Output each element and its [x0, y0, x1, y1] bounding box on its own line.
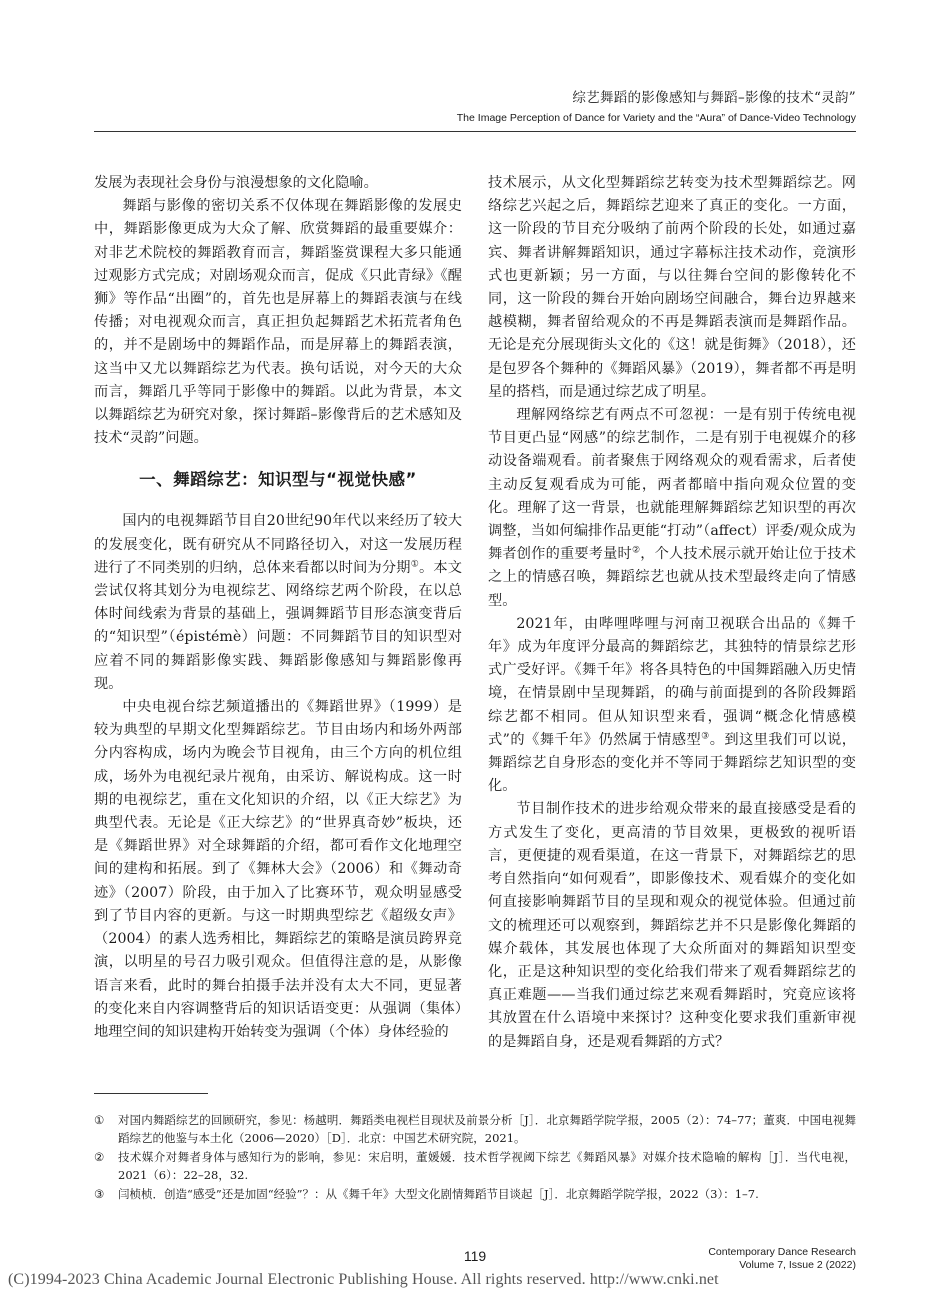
header-divider	[94, 131, 856, 132]
footnote-mark: ①	[94, 1113, 105, 1127]
paragraph	[488, 613, 856, 799]
journal-issue: Volume 7, Issue 2 (2022)	[739, 1259, 856, 1271]
text-run: 理解网络综艺有两点不可忽视：一是有别于传统电视节目更凸显“网感”的综艺制作，二是有别于电视媒介的移动设备端观看。前者聚焦于网络观众的观看需求，后者使主动反复观看成为可能，两者都暗中指向观众位置的变化。理解了这一背景，也就能理解舞蹈综艺知识型的再次调整，当如何编排作品更能“打动”（affect）评委/观众成为舞者创作的重要考量时	[488, 407, 856, 563]
paragraph: 技术展示，从文化型舞蹈综艺转变为技术型舞蹈综艺。网络综艺兴起之后，舞蹈综艺迎来了真正的变化。一方面，这一阶段的节目充分吸纳了前两个阶段的长处，如通过嘉宾、舞者讲解舞蹈知识，通过字幕标注技术动作，竞演形式也更新颖；另一方面，与以往舞台空间的影像转化不同，这一阶段的舞台开始向剧场空间融合，舞台边界越来越模糊，舞者留给观众的不再是舞蹈表演而是舞蹈作品。无论是充分展现街头文化的《这！就是街舞》（2018），还是包罗各个舞种的《舞蹈风暴》（2019），舞者都不再是明星的搭档，而是通过综艺成了明星。	[488, 175, 856, 400]
footnote-text: 闫桢桢．创造“感受”还是加固“经验”？：从《舞千年》大型文化剧情舞蹈节目谈起［J］．北京舞蹈学院学报，2022（3）：1–7.	[118, 1187, 759, 1201]
right-column	[488, 172, 856, 1054]
left-column	[94, 172, 462, 1044]
footnote-1	[94, 1112, 856, 1147]
footnotes	[94, 1112, 856, 1206]
text-run: 。到这里我们可以说，舞蹈综艺自身形态的变化并不等同于舞蹈综艺知识型的变化。	[488, 731, 856, 795]
paragraph: 中央电视台综艺频道播出的《舞蹈世界》（1999）是较为典型的早期文化型舞蹈综艺。节目由场内和场外两部分内容构成，场内为晚会节目视角，由三个方向的机位组成，场外为电视纪录片视角，由采访、解说构成。这一时期的电视综艺，重在文化知识的介绍，以《正大综艺》为典型代表。无论是《正大综艺》的“世界真奇妙”板块，还是《舞蹈世界》对全球舞蹈的介绍，都可看作文化地理空间的建构和拓展。到了《舞林大会》（2006）和《舞动奇迹》（2007）阶段，由于加入了比赛环节，观众明显感受到了节目内容的更新。与这一时期典型综艺《超级女声》（2004）的素人选秀相比，舞蹈综艺的策略是演员跨界竞演，以明星的号召力吸引观众。但值得注意的是，从影像语言来看，此时的舞台拍摄手法并没有太大不同，更显著的变化来自内容调整背后的知识话语变更：从强调（集体）地理空间的知识建构开始转变为强调（个体）身体经验的	[94, 699, 462, 1040]
paragraph	[488, 404, 856, 613]
journal-name: Contemporary Dance Research	[708, 1246, 856, 1258]
footnote-2	[94, 1149, 856, 1184]
paragraph: 发展为表现社会身份与浪漫想象的文化隐喻。	[94, 175, 378, 191]
header-title-en: The Image Perception of Dance for Variety and the “Aura” of Dance-Video Technology	[456, 112, 856, 124]
footnote-mark: ②	[94, 1150, 105, 1164]
footnote-3	[94, 1186, 856, 1204]
footnote-mark: ③	[94, 1187, 105, 1201]
footnote-text: 对国内舞蹈综艺的回顾研究，参见：杨越明．舞蹈类电视栏目现状及前景分析［J］．北京舞蹈学院学报，2005（2）：74–77；董爽．中国电视舞蹈综艺的他鉴与本土化（2006—2020）［D］．北京：中国艺术研究院，2021。	[118, 1113, 856, 1145]
paragraph: 节目制作技术的进步给观众带来的最直接感受是看的方式发生了变化，更高清的节目效果，更极致的视听语言，更便捷的观看渠道，在这一背景下，对舞蹈综艺的思考自然指向“如何观看”，即影像技术、观看媒介的变化如何直接影响舞蹈节目的呈现和观众的视觉体验。但通过前文的梳理还可以观察到，舞蹈综艺并不只是影像化舞蹈的媒介载体，其发展也体现了大众所面对的舞蹈知识型变化，正是这种知识型的变化给我们带来了观看舞蹈综艺的真正难题——当我们通过综艺来观看舞蹈时，究竟应该将其放置在什么语境中来探讨？这种变化要求我们重新审视的是舞蹈自身，还是观看舞蹈的方式？	[488, 801, 856, 1050]
section-heading: 一、舞蹈综艺：知识型与“视觉快感”	[139, 470, 417, 490]
footnote-text: 技术媒介对舞者身体与感知行为的影响，参见：宋启明，董媛媛．技术哲学视阈下综艺《舞蹈风暴》对媒介技术隐喻的解构［J］．当代电视，2021（6）：22–28，32.	[118, 1150, 856, 1182]
text-run: 。本文尝试仅将其划分为电视综艺、网络综艺两个阶段，在以总体时间线索为背景的基础上，强调舞蹈节目形态演变背后的“知识型”（épistémè）问题：不同舞蹈节目的知识型对应着不同的舞蹈影像实践、舞蹈影像感知与舞蹈影像再现。	[94, 559, 462, 692]
footnote-ref-3[interactable]: ③	[701, 731, 710, 742]
journal-info	[708, 1246, 856, 1272]
paragraph	[94, 510, 462, 696]
footnote-ref-2[interactable]: ②	[631, 545, 641, 556]
text-run: ，个人技术展示就开始让位于技术之上的情感召唤，舞蹈综艺也就从技术型最终走向了情感型。	[488, 546, 856, 609]
footnote-divider	[94, 1093, 208, 1094]
text-run: 2021年，由哔哩哔哩与河南卫视联合出品的《舞千年》成为年度评分最高的舞蹈综艺，其独特的情景综艺形式广受好评。《舞千年》将各具特色的中国舞蹈融入历史情境，在情景剧中呈现舞蹈，的确与前面提到的各阶段舞蹈综艺都不相同。但从知识型来看，强调“概念化情感模式”的《舞千年》仍然属于情感型	[488, 615, 856, 748]
text-run: 国内的电视舞蹈节目自20世纪90年代以来经历了较大的发展变化，既有研究从不同路径切入，对这一发展历程进行了不同类别的归纳，总体来看都以时间为分期	[94, 513, 462, 576]
copyright-notice: (C)1994-2023 China Academic Journal Electronic Publishing House. All rights reserved. http://www.cnki.net	[8, 1271, 719, 1288]
running-header	[0, 88, 856, 126]
footnote-ref-1[interactable]: ①	[410, 559, 419, 570]
page-number: 119	[463, 1248, 487, 1264]
header-title-cn: 综艺舞蹈的影像感知与舞蹈–影像的技术“灵韵”	[572, 90, 856, 106]
paragraph: 舞蹈与影像的密切关系不仅体现在舞蹈影像的发展史中，舞蹈影像更成为大众了解、欣赏舞蹈的最重要媒介：对非艺术院校的舞蹈教育而言，舞蹈鉴赏课程大多只能通过观影方式完成；对剧场观众而言，促成《只此青绿》《醒狮》等作品“出圈”的，首先也是屏幕上的舞蹈表演与在线传播；对电视观众而言，真正担负起舞蹈艺术拓荒者角色的，并不是剧场中的舞蹈作品，而是屏幕上的舞蹈表演，这当中又尤以舞蹈综艺为代表。换句话说，对今天的大众而言，舞蹈几乎等同于影像中的舞蹈。以此为背景，本文以舞蹈综艺为研究对象，探讨舞蹈–影像背后的艺术感知及技术“灵韵”问题。	[94, 198, 462, 447]
